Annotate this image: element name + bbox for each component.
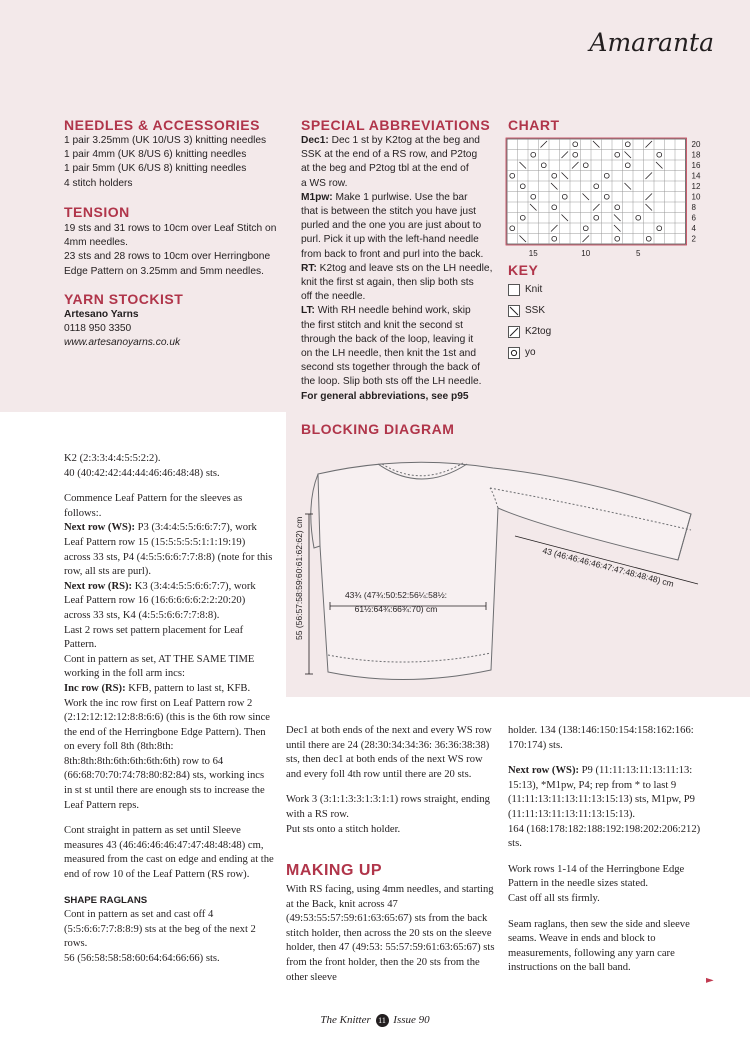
k2tog-icon xyxy=(508,326,520,338)
abbr-text: the first stitch and knit the second st xyxy=(301,319,463,331)
para: Cont straight in pattern as set until Sleeve measures 43 (46:46:46:46:47:47:48:48:48) cm, measured from the cast on edge and ending at the end of row 10 of the Leaf Pattern (RS row). xyxy=(64,825,274,881)
para: Last 2 rows set pattern placement for Leaf Pattern. xyxy=(64,624,244,651)
abbr-term: LT: xyxy=(301,305,315,317)
stitch-chart xyxy=(505,136,705,258)
para: Work the inc row first on Leaf Pattern row 2 (2:12:12:12:12:8:8:6:6) (this is the 6th row since the end of the Herringbone Edge Pattern). Then on every foll 8th (8th:8th: 8th:8th:8th:6th:6th:6th:6th) row to 64 (66:68:70:70:74:78:80:82:84) sts, working incs in st st until there are enough sts to increase the Leaf Pattern reps. xyxy=(64,697,270,811)
needles-heading: NEEDLES & ACCESSORIES xyxy=(64,117,260,133)
row-term: Next row (WS): xyxy=(64,522,136,534)
raglan-instructions xyxy=(286,724,496,837)
chart-row-label: 2 xyxy=(691,234,696,244)
abbr-text: K2tog and leave sts on the LH needle, xyxy=(316,262,493,274)
page-footer xyxy=(0,1014,750,1027)
key-label: Knit xyxy=(525,284,543,295)
row-text: KFB, pattern to last st, KFB. xyxy=(125,682,251,694)
needles-line: 1 pair 4mm (UK 8/US 6) knitting needles xyxy=(64,149,247,161)
chart-row-label: 16 xyxy=(691,161,701,171)
abbr-text: the loop. Slip both sts off the LH needle. xyxy=(301,376,482,388)
ssk-icon xyxy=(508,305,520,317)
footer-magazine: The Knitter xyxy=(320,1014,371,1027)
abbr-text: on the LH needle, then knit the 1st and xyxy=(301,348,477,360)
chart-col-label: 10 xyxy=(581,249,591,258)
tension-heading: TENSION xyxy=(64,204,130,220)
abbreviations-list xyxy=(301,134,492,404)
making-up-heading: MAKING UP xyxy=(286,862,383,879)
blocking-heading: BLOCKING DIAGRAM xyxy=(301,421,455,437)
abbr-text: purl. Pick it up with the left-hand needle xyxy=(301,234,479,246)
yarn-phone: 0118 950 3350 xyxy=(64,323,132,335)
key-label: SSK xyxy=(525,305,546,316)
tension-text xyxy=(64,222,276,279)
row-term: Next row (WS): xyxy=(508,765,580,777)
abbr-text: knit the first st again, then slip both sts xyxy=(301,277,474,289)
abbr-text: purled and the one you are just about to xyxy=(301,220,482,232)
para: 40 (40:42:42:44:44:46:46:48:48) sts. xyxy=(64,467,220,479)
needles-line: 1 pair 5mm (UK 6/US 8) knitting needles xyxy=(64,163,247,175)
abbr-text: off the needle. xyxy=(301,291,366,303)
abbr-term: Dec1: xyxy=(301,135,329,146)
abbr-term: RT: xyxy=(301,262,317,274)
row-text: P9 (11:11:13:11:13:11:13: 15:13), *M1pw, P4; rep from * to last 9 (11:11:13:11:13:11:13:15:13) sts, M1pw, P9 (11:11:13:11:13:11:13:15:13). xyxy=(508,765,695,820)
chart-row-label: 18 xyxy=(691,150,701,160)
tension-line: 19 sts and 31 rows to 10cm over Leaf Stitch on xyxy=(64,223,277,234)
chart-row-label: 6 xyxy=(691,213,696,223)
tension-line: 4mm needles. xyxy=(64,237,128,249)
abbr-text: a WS row. xyxy=(301,177,348,189)
chart-row-label: 20 xyxy=(691,140,701,150)
abbr-text: With RH needle behind work, skip xyxy=(314,305,471,317)
abbr-text: second sts together through the back of xyxy=(301,362,480,374)
abbr-text: SSK at the end of a RS row, and P2tog xyxy=(301,149,478,161)
chart-row-label: 14 xyxy=(691,171,701,181)
footer-issue: Issue 90 xyxy=(393,1014,430,1027)
chart-row-label: 12 xyxy=(691,182,701,192)
para: 164 (168:178:182:188:192:198:202:206:212) sts. xyxy=(508,823,701,850)
needles-list xyxy=(64,134,266,191)
sleeve-instructions xyxy=(64,452,274,967)
abbreviations-heading: SPECIAL ABBREVIATIONS xyxy=(301,117,491,133)
needles-line: 4 stitch holders xyxy=(64,177,133,189)
page-number-badge: 11 xyxy=(376,1014,389,1027)
abbr-text: that is between the stitch you have just xyxy=(301,206,476,218)
abbr-text: at the beg and P2tog tbl at the end of xyxy=(301,163,469,175)
para: Dec1 at both ends of the next and every WS row until there are 24 (28:30:34:34:36: 36:36:38:38) sts, then dec1 at both ends of the next WS row and every foll 4th row until there are 20 sts. xyxy=(286,725,492,780)
chart-row-label: 8 xyxy=(691,203,696,213)
abbr-text: Dec 1 st by K2tog at the beg and xyxy=(328,135,480,146)
general-abbreviations-link[interactable]: For general abbreviations, see p95 xyxy=(301,390,469,402)
chart-heading: CHART xyxy=(508,117,560,133)
yo-icon xyxy=(508,347,520,359)
yarn-stockist-name: Artesano Yarns xyxy=(64,309,139,320)
para: Work 3 (3:1:1:3:3:1:3:1:1) rows straight, ending with a RS row. xyxy=(286,794,490,820)
para: Seam raglans, then sew the side and sleeve seams. Weave in ends and block to measurements, following any yarn care instructions on the ball band. xyxy=(508,918,690,974)
chart-row-label: 10 xyxy=(691,192,701,202)
chart-col-label: 5 xyxy=(636,249,641,258)
blocking-diagram xyxy=(286,412,750,697)
row-text: K3 (3:4:4:5:5:6:6:7:7), work Leaf Pattern row 16 (16:6:6:6:6:2:2:20:20) across 33 sts, K4 (4:5:5:6:6:7:7:8:8). xyxy=(64,580,256,621)
chest-measurement-line2: 61½:64¾:66¾:70) cm xyxy=(354,604,438,614)
key-label: yo xyxy=(525,347,536,358)
row-text: P3 (3:4:4:5:5:6:6:7:7), work Leaf Pattern row 15 (15:5:5:5:5:1:1:19:19) across 33 sts, P4 (4:5:5:6:6:7:7:8:8) (note for this row, all sts are purl). xyxy=(64,522,273,578)
para: Commence Leaf Pattern for the sleeves as follows:. xyxy=(64,493,243,519)
para: Put sts onto a stitch holder. xyxy=(286,823,401,835)
abbr-term: M1pw: xyxy=(301,191,333,203)
needles-line: 1 pair 3.25mm (UK 10/US 3) knitting needles xyxy=(64,135,267,146)
tension-line: 23 sts and 28 rows to 10cm over Herringbone xyxy=(64,251,271,263)
abbr-text: Make 1 purlwise. Use the bar xyxy=(332,191,468,203)
para: Cont in pattern as set, AT THE SAME TIME working in the foll arm incs: xyxy=(64,653,255,680)
para: holder. 134 (138:146:150:154:158:162:166: 170:174) sts. xyxy=(508,725,694,751)
shape-raglans-heading: SHAPE RAGLANS xyxy=(64,894,148,906)
making-up-text xyxy=(286,883,496,985)
abbr-text: through the back of the loop, leaving it xyxy=(301,333,474,345)
height-measurement: 55 (56:57:58:59:60:61:62:62) cm xyxy=(294,516,304,640)
row-term: Inc row (RS): xyxy=(64,682,126,694)
page-title: Amaranta xyxy=(589,28,714,57)
tension-line: Edge Pattern on 3.25mm and 5mm needles. xyxy=(64,265,264,277)
para: Cont in pattern as set and cast off 4 (5:5:6:6:7:7:8:8:9) sts at the beg of the next 2 rows. xyxy=(64,909,256,950)
yarn-details xyxy=(64,308,180,351)
yarn-website-link[interactable]: www.artesanoyarns.co.uk xyxy=(64,337,181,349)
key-heading: KEY xyxy=(508,262,539,278)
row-term: Next row (RS): xyxy=(64,580,133,592)
key-label: K2tog xyxy=(525,326,552,337)
chest-measurement-line1: 43¾ (47¾:50:52:56¼:58½: xyxy=(344,590,448,600)
yarn-heading: YARN STOCKIST xyxy=(64,291,184,307)
para: With RS facing, using 4mm needles, and starting at the Back, knit across 47 (49:53:55:57:59:61:63:65:67) sts from the back stitch holder, then across the 20 sts on the sleeve holder, then 47 (49:53: 55:57:59:61:63:65:67) sts from the front holder, then the 20 sts from the other sleeve xyxy=(286,884,495,983)
para: 56 (56:58:58:58:60:64:64:66:66) sts. xyxy=(64,953,220,964)
abbr-text: from back to front and purl into the back. xyxy=(301,248,484,260)
knit-icon xyxy=(508,284,520,296)
para: Cast off all sts firmly. xyxy=(508,892,600,904)
para: Work rows 1-14 of the Herringbone Edge Pattern in the needle sizes stated. xyxy=(508,863,685,890)
para: K2 (2:3:3:4:4:5:5:2:2). xyxy=(64,453,161,464)
continue-arrow-icon: ► xyxy=(706,975,714,986)
chart-row-label: 4 xyxy=(691,224,696,234)
sleeve-measurement: 43 (46:46:46:46:47:47:48:48:48) cm xyxy=(541,545,675,589)
finishing-instructions xyxy=(508,724,708,976)
chart-col-label: 15 xyxy=(528,249,538,258)
